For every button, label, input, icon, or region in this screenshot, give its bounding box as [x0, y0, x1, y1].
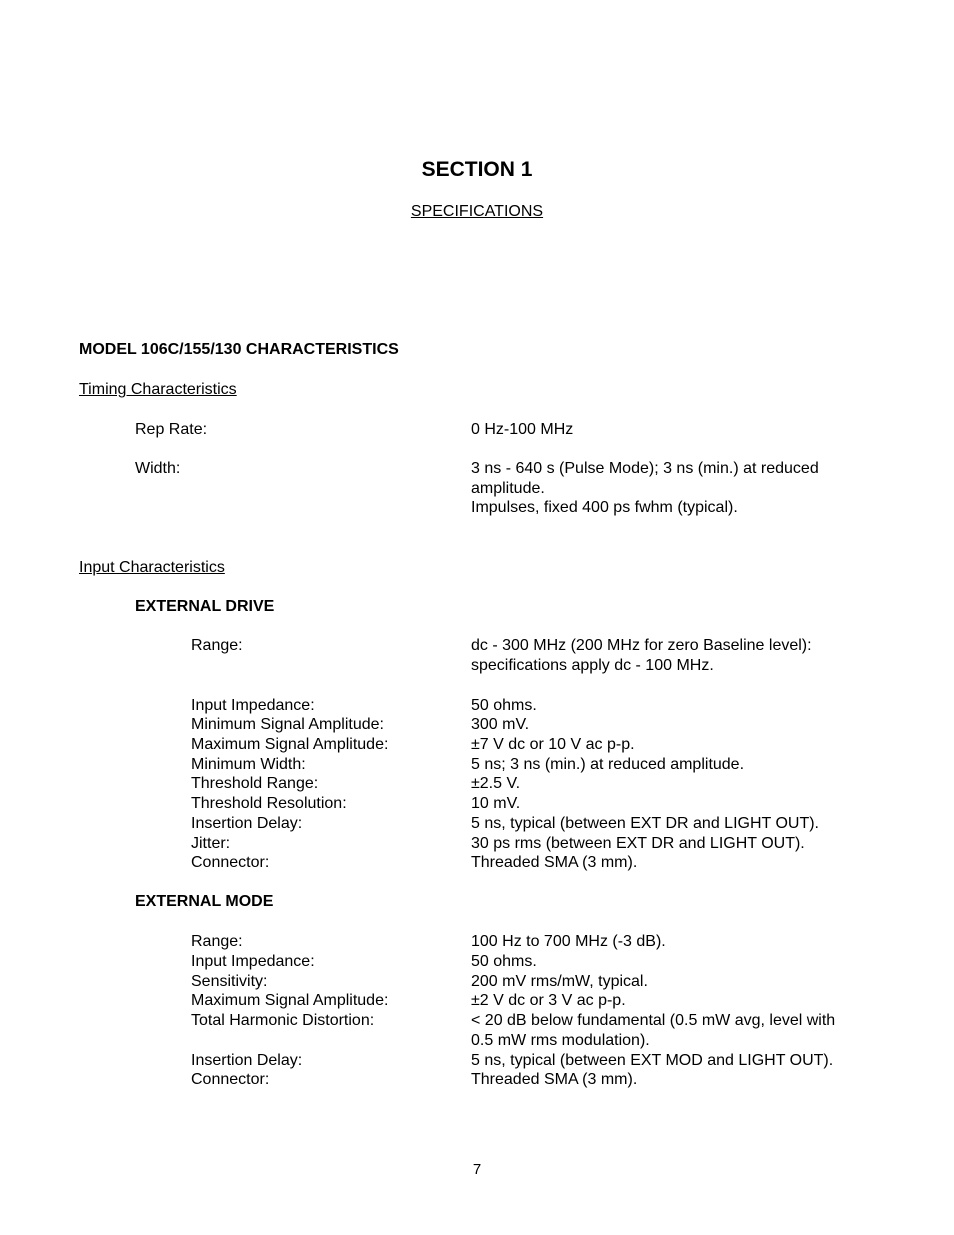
mode-row-value: Threaded SMA (3 mm).: [471, 1071, 638, 1088]
drive-row-label: Threshold Resolution:: [191, 795, 347, 812]
section-title: SECTION 1: [421, 158, 533, 181]
drive-row-label: Maximum Signal Amplitude:: [191, 736, 389, 753]
mode-row-label: Insertion Delay:: [191, 1052, 303, 1069]
mode-row-label: Sensitivity:: [191, 973, 268, 990]
drive-row-value: 10 mV.: [471, 795, 521, 812]
mode-row-value: ±2 V dc or 3 V ac p-p.: [471, 992, 626, 1009]
drive-row-value: ±2.5 V.: [471, 775, 521, 792]
rep-rate-label: Rep Rate:: [135, 421, 208, 438]
mode-row-label: Range:: [191, 933, 243, 950]
mode-row-value: < 20 dB below fundamental (0.5 mW avg, level with: [471, 1012, 836, 1029]
model-heading: MODEL 106C/155/130 CHARACTERISTICS: [79, 341, 399, 358]
mode-row-value: 100 Hz to 700 MHz (-3 dB).: [471, 933, 666, 950]
page-number: 7: [472, 1161, 482, 1178]
section-subtitle: SPECIFICATIONS: [410, 203, 544, 220]
drive-row-label: Threshold Range:: [191, 775, 319, 792]
external-drive-heading: EXTERNAL DRIVE: [135, 598, 275, 615]
mode-row-value: 0.5 mW rms modulation).: [471, 1032, 650, 1049]
external-mode-heading: EXTERNAL MODE: [135, 893, 274, 910]
mode-row-label: Connector:: [191, 1071, 270, 1088]
drive-range-value-line-1: dc - 300 MHz (200 MHz for zero Baseline level):: [471, 637, 812, 654]
width-value-line-2: amplitude.: [471, 480, 545, 497]
rep-rate-value: 0 Hz-100 MHz: [471, 421, 574, 438]
mode-row-value: 5 ns, typical (between EXT MOD and LIGHT OUT).: [471, 1052, 834, 1069]
width-label: Width:: [135, 460, 181, 477]
timing-heading: Timing Characteristics: [79, 381, 237, 398]
drive-row-label: Connector:: [191, 854, 270, 871]
drive-row-label: Minimum Width:: [191, 756, 306, 773]
drive-row-label: Minimum Signal Amplitude:: [191, 716, 384, 733]
mode-row-value: 50 ohms.: [471, 953, 537, 970]
drive-row-label: Input Impedance:: [191, 697, 315, 714]
drive-row-label: Insertion Delay:: [191, 815, 303, 832]
drive-range-label: Range:: [191, 637, 243, 654]
width-value-line-1: 3 ns - 640 s (Pulse Mode); 3 ns (min.) at reduced: [471, 460, 819, 477]
drive-row-value: 5 ns, typical (between EXT DR and LIGHT OUT).: [471, 815, 819, 832]
mode-row-label: Maximum Signal Amplitude:: [191, 992, 389, 1009]
drive-row-value: Threaded SMA (3 mm).: [471, 854, 638, 871]
drive-row-value: 30 ps rms (between EXT DR and LIGHT OUT).: [471, 835, 805, 852]
drive-row-value: 50 ohms.: [471, 697, 537, 714]
drive-row-value: 5 ns; 3 ns (min.) at reduced amplitude.: [471, 756, 745, 773]
drive-row-label: Jitter:: [191, 835, 231, 852]
drive-range-value-line-2: specifications apply dc - 100 MHz.: [471, 657, 714, 674]
mode-row-label: Input Impedance:: [191, 953, 315, 970]
mode-row-value: 200 mV rms/mW, typical.: [471, 973, 648, 990]
mode-row-label: Total Harmonic Distortion:: [191, 1012, 375, 1029]
input-heading: Input Characteristics: [79, 559, 225, 576]
drive-row-value: ±7 V dc or 10 V ac p-p.: [471, 736, 635, 753]
width-value-line-3: Impulses, fixed 400 ps fwhm (typical).: [471, 499, 738, 516]
drive-row-value: 300 mV.: [471, 716, 530, 733]
